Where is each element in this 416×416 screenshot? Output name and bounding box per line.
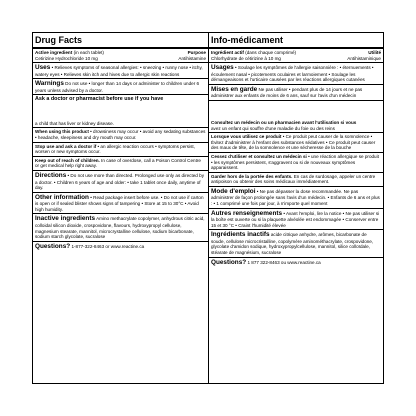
- inactive-ingredients-title: Inactive ingredients: [35, 215, 96, 223]
- mode-emploi-text: • Ne pas dépasser la dose recommandée. Ne pas administrer de façon prolongée sans l'avis d'un médecin. • Enfants de 6 ans et plus : • 1 comprimé une fois par jour, à n'importe quel moment: [211, 188, 380, 206]
- other-info-section: [33, 193, 208, 215]
- ingredients-inactifs-text: acide citrique anhydre, arômes, bicarbonate de soude, cellulose microcristalline, copolymère aminométhacrylate, crospovidone, glycolate d'amidon sodique, hydroxypropylcellulose, mannitol, silice colloïdale, stéarate de magnésium, sucralose: [211, 232, 374, 255]
- usages-section: [209, 63, 383, 85]
- warnings-title: Warnings: [35, 80, 64, 88]
- active-ingredient-name: Cetirizine Hydrochloride 10 mg: [35, 55, 98, 61]
- mises-en-garde-title: Mises en garde: [211, 85, 258, 93]
- french-column: [209, 33, 383, 383]
- questions-fr-text: 1 877 322-8463 ou www.reactine.ca: [247, 259, 321, 265]
- other-info-title: Other information: [35, 193, 89, 201]
- uses-section: [33, 63, 208, 79]
- questions-title: Questions?: [35, 242, 71, 250]
- mises-en-garde-section: [209, 85, 383, 101]
- drug-facts-panel: [32, 32, 384, 384]
- usages-text: • Soulage les symptômes de l'allergie saisonnière : • éternuements • écoulement nasal • picotements oculaires et larmoiement • Soulage les démangeaisons et l'urticaire causées par les réactions allergiques cutanées: [211, 65, 374, 83]
- inactive-ingredients-text: Amino methacrylate copolymer, anhydrous citric acid, colloidal silicon dioxide, crospovidone, flavours, hydroxypropyl cellulose, magnesium stearate, mannitol, microcrystalline cellulose, sodium bicarbonate, sodium starch glycolate, sucralose: [35, 216, 205, 240]
- questions-fr-title: Questions?: [211, 258, 247, 266]
- lorsque-text: • Ce produit peut causer de la somnolence • Évitez d'administrer à l'enfant des substances sédatives • Ce produit peut causer des maux de tête, de la somnolence et une sécheresse de la bouche: [211, 134, 376, 151]
- ingredients-inactifs-section: [209, 230, 383, 257]
- ask-doctor-text: a child that has liver or kidney disease.: [35, 120, 114, 126]
- active-ingredient-purpose: Antihistamine: [178, 55, 206, 61]
- drug-facts-header: Drug Facts: [33, 33, 208, 49]
- ask-doctor-title: Ask a doctor or pharmacist before use if you have: [35, 96, 164, 103]
- garder-hors-section: [209, 173, 383, 187]
- ingredients-inactifs-title: Ingrédients inactifs: [211, 231, 270, 239]
- mode-emploi-section: [209, 187, 383, 209]
- ask-doctor-section: [33, 95, 208, 128]
- cessez-title: Cessez d'utiliser et consultez un médecin si: [211, 153, 307, 159]
- when-using-section: [33, 128, 208, 142]
- directions-text: • Do not use more than directed. Prolonged use only as directed by a doctor. • Children 6 years of age and older: • take 1 tablet once daily, anytime of day.: [35, 173, 204, 191]
- directions-title: Directions: [35, 172, 67, 180]
- garder-hors-title: Garder hors de la portée des enfants.: [211, 173, 293, 179]
- english-column: [33, 33, 209, 383]
- stop-use-section: [33, 143, 208, 157]
- inactive-ingredients-section: [33, 214, 208, 241]
- cessez-text: • une réaction allergique se produit • les symptômes persistent, s'aggravent ou si de nouveaux symptômes apparaissent.: [211, 153, 379, 171]
- questions-fr-section: [209, 258, 383, 268]
- info-medicament-header: Info-médicament: [209, 33, 383, 49]
- directions-section: [33, 171, 208, 193]
- active-ingredient-section: [33, 49, 208, 63]
- other-info-text: • Read package insert before use. • Do not use if carton is open or if sealed blister shows signs of tampering • Store at 15 to 30°C • Avoid high humidity.: [35, 194, 204, 212]
- keep-out-text: In case of overdose, call a Poison Control Centre or get medical help right away.: [35, 157, 201, 169]
- active-ingredient-title: Active ingredient: [35, 50, 73, 55]
- lorsque-section: [209, 133, 383, 153]
- stop-use-title: Stop use and ask a doctor if: [35, 143, 97, 149]
- consultez-section: [209, 101, 383, 133]
- autres-renseignements-title: Autres renseignements: [211, 209, 283, 217]
- uses-text: • Relieves symptoms of seasonal allergies: • sneezing • runny nose • itchy, watery eyes • Relieves skin itch and hives due to allergic skin reactions: [35, 65, 203, 77]
- ingredient-actif-name: Chlorhydrate de cétirizine à 10 mg: [211, 55, 281, 61]
- autres-renseignements-text: • Avant l'emploi, lire la notice • Ne pas utiliser si la boîte est ouverte ou si la plaquette alvéolée est endommagée • Conserver entre 15 et 30 °C • Craint l'humidité élevée: [211, 210, 380, 228]
- when-using-title: When using this product: [35, 129, 89, 135]
- mises-en-garde-text: Ne pas utiliser • pendant plus de 14 jours et ne pas administrer aux enfants de moins de 6 ans, sauf sur l'avis d'un médecin: [211, 86, 363, 99]
- warnings-section: [33, 79, 208, 95]
- ingredient-actif-title: Ingrédient actif: [211, 50, 244, 55]
- purpose-title: Purpose: [187, 50, 206, 55]
- autres-renseignements-section: [209, 209, 383, 231]
- consultez-title: Consultez un médecin ou un pharmacien avant l'utilisation si vous: [211, 119, 357, 125]
- active-ingredient-sub: (in each tablet): [73, 50, 104, 55]
- cessez-section: [209, 153, 383, 173]
- lorsque-title: Lorsque vous utilisez ce produit: [211, 134, 282, 140]
- consultez-text: avez un enfant qui souffre d'une maladie du foie ou des reins: [211, 125, 335, 131]
- ingredient-actif-section: [209, 49, 383, 63]
- keep-out-section: [33, 157, 208, 171]
- garder-hors-text: En cas de surdosage, appeler un centre antipoison ou obtenir des soins médicaux immédiatement.: [211, 173, 376, 185]
- stop-use-text: • an allergic reaction occurs • symptoms persist, worsen or new symptoms occur.: [35, 143, 195, 155]
- questions-text: 1-877-322-8463 or www.reactine.ca: [71, 243, 145, 249]
- usages-title: Usages: [211, 64, 234, 72]
- utilite-title: Utilité: [368, 50, 381, 55]
- questions-section: [33, 242, 208, 252]
- ingredient-actif-purpose: Antihistaminique: [347, 55, 381, 61]
- keep-out-title: Keep out of reach of children.: [35, 157, 100, 163]
- mode-emploi-title: Mode d'emploi: [211, 187, 256, 195]
- uses-title: Uses: [35, 64, 51, 72]
- when-using-text: • drowsiness may occur • avoid any sedating substances • headache, sleepiness and dry mouth may occur.: [35, 129, 206, 141]
- ingredient-actif-sub: (dans chaque comprimé): [245, 50, 297, 55]
- warnings-text: Do not use • longer than 14 days or administer to children under 6 years unless advised by a doctor.: [35, 81, 200, 93]
